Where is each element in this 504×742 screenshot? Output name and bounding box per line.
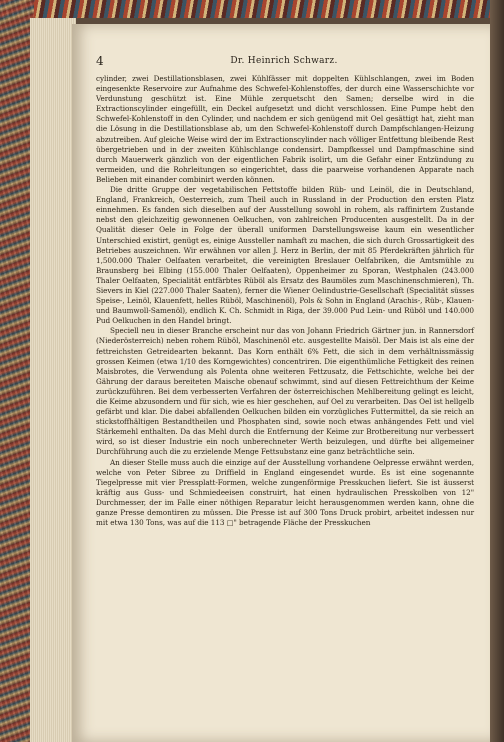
page-header (96, 56, 472, 68)
paragraph: An dieser Stelle muss auch die einzige auf der Ausstellung vorhandene Oelpresse erwähnt werden, welche von Peter Sibree zu Driffield in England eingesendet wurde. Es ist eine sogenannte Tiegelpresse mit vier Pressplatt-Formen, welche zungenförmige Presskuchen liefert. Sie ist äusserst kräftig aus Guss- und Schmiedeeisen construirt, hat einen hydraulischen Presskolben von 12" Durchmesser, der im Falle einer nöthigen Reparatur leicht herausgenommen werden kann, ohne die ganze Presse demontiren zu müssen. Die Presse ist auf 300 Tons Druck probirt, arbeitet indessen nur mit etwa 130 Tons, was auf die 113 □" betragende Fläche der Presskuchen (96, 457, 474, 528)
body-text (96, 74, 474, 528)
marbled-book-edge (0, 0, 34, 742)
paragraph: cylinder, zwei Destillationsblasen, zwei Kühlfässer mit doppelten Kühlschlangen, zwei im Boden eingesenkte Reservoire zur Aufnahme des Schwefel-Kohlenstoffes, der durch eine Wasserschichte vor Verdunstung geschützt ist. Eine Mühle zerquetscht den Samen; derselbe wird in die Extractionscylinder eingefüllt, ein Deckel aufgesetzt und dicht verschlossen. Eine Pumpe hebt den Schwefel-Kohlenstoff in den Cylinder, und nachdem er sich genügend mit Oel gesättigt hat, zieht man die Lösung in die Destillationsblase ab, um den Schwefel-Kohlenstoff durch Dampfschlangen-Heizung abzutreiben. Auf gleiche Weise wird der im Extractionscylinder nach völliger Entfettung bleibende Rest übergetrieben und in der zweiten Kühlschlange condensirt. Dampfkessel und Dampfmaschine sind durch Mauerwerk gänzlich von der eigentlichen Fabrik isolirt, um die Gefahr einer Entzündung zu vermeiden, und die Rohrleitungen so eingerichtet, dass die paarweise vorhandenen Apparate nach Belieben mit einander combinirt werden können. (96, 74, 474, 184)
book-cover-edge (490, 0, 504, 742)
paragraph: Speciell neu in dieser Branche erscheint nur das von Johann Friedrich Gärtner jun. in Rannersdorf (Niederösterreich) neben rohem Rüböl, Maschinenöl etc. ausgestellte Maisöl. Der Mais ist als eine der fettreichsten Getreidearten bekannt. Das Korn enthält 6% Fett, die sich in dem verhältnissmässig grossen Keimen (etwa 1/10 des Korngewichtes) concentriren. Die eigenthümliche Fettigkeit des reinen Maisbrotes, die Verwendung als Polenta ohne weiteren Fettzusatz, die Fettschichte, welche bei der Gährung der daraus bereiteten Maische obenauf schwimmt, sind auf diesen Fettreichthum der Keime zurückzuführen. Bei dem verbesserten Verfahren der österreichischen Mehlbereitung gelingt es leicht, die Keime abzusondern und für sich, wie es hier geschehen, auf Oel zu verarbeiten. Das Oel ist hellgelb gefärbt und klar. Die dabei abfallenden Oelkuchen bilden ein vorzügliches Futtermittel, da sie reich an stickstoffhältigen Bestandtheilen und Phosphaten sind, sowie noch etwas anhängendes Fett und viel Stärkemehl enthalten. Da das Mehl durch die Entfernung der Keime zur Brotbereitung nur verbessert wird, so ist dieser Industrie ein noch unberechneter Werth beizulegen, und dürfte bei allgemeiner Durchführung auch die zu erzielende Menge Fettsubstanz eine ganz beträchtliche sein. (96, 326, 474, 457)
page-number: 4 (96, 54, 104, 68)
paragraph: Die dritte Gruppe der vegetabilischen Fettstoffe bilden Rüb- und Leinöl, die in Deutschland, England, Frankreich, Oesterreich, zum Theil auch in Russland in der Production den ersten Platz einnehmen. Es fanden sich dieselben auf der Ausstellung sowohl in rohem, als raffinirtem Zustande nebst den gleichzeitig gewonnenen Oelkuchen, von zahlreichen Producenten ausgestellt. Da in der Qualität dieser Oele in Folge der überall uniformen Darstellungsweise kaum ein wesentlicher Unterschied existirt, genügt es, einige Aussteller namhaft zu machen, die sich durch Grossartigkeit des Betriebes auszeichnen. Wir erwähnen vor allen J. Herz in Berlin, der mit 85 Pferdekräften jährlich für 1,500.000 Thaler Oelfaaten verarbeitet, die vereinigten Breslauer Oelfabriken, die Amtsmühle zu Braunsberg bei Elbing (155.000 Thaler Oelfaaten), Oppenheimer zu Sporan, Westphalen (243.000 Thaler Oelfaaten, Specialität entfärbtes Rüböl als Ersatz des Baumöles zum Maschinenschmieren), Th. Sievers in Kiel (227.000 Thaler Saaten), ferner die Wiener Oelindustrie-Gesellschaft (Specialität süsses Speise-, Leinöl, Klauenfett, helles Rüböl, Maschinenöl), Pols & Sohn in England (Arachis-, Rüb-, Klauen- und Baumwoll-Samenöl), endlich K. Ch. Schmidt in Riga, der 39.000 Pud Lein- und Rüböl und 140.000 Pud Oelkuchen in den Handel bringt. (96, 185, 474, 326)
book-top-edge (0, 0, 504, 18)
running-head: Dr. Heinrich Schwarz. (230, 56, 338, 66)
page-stack-edge (30, 18, 76, 742)
